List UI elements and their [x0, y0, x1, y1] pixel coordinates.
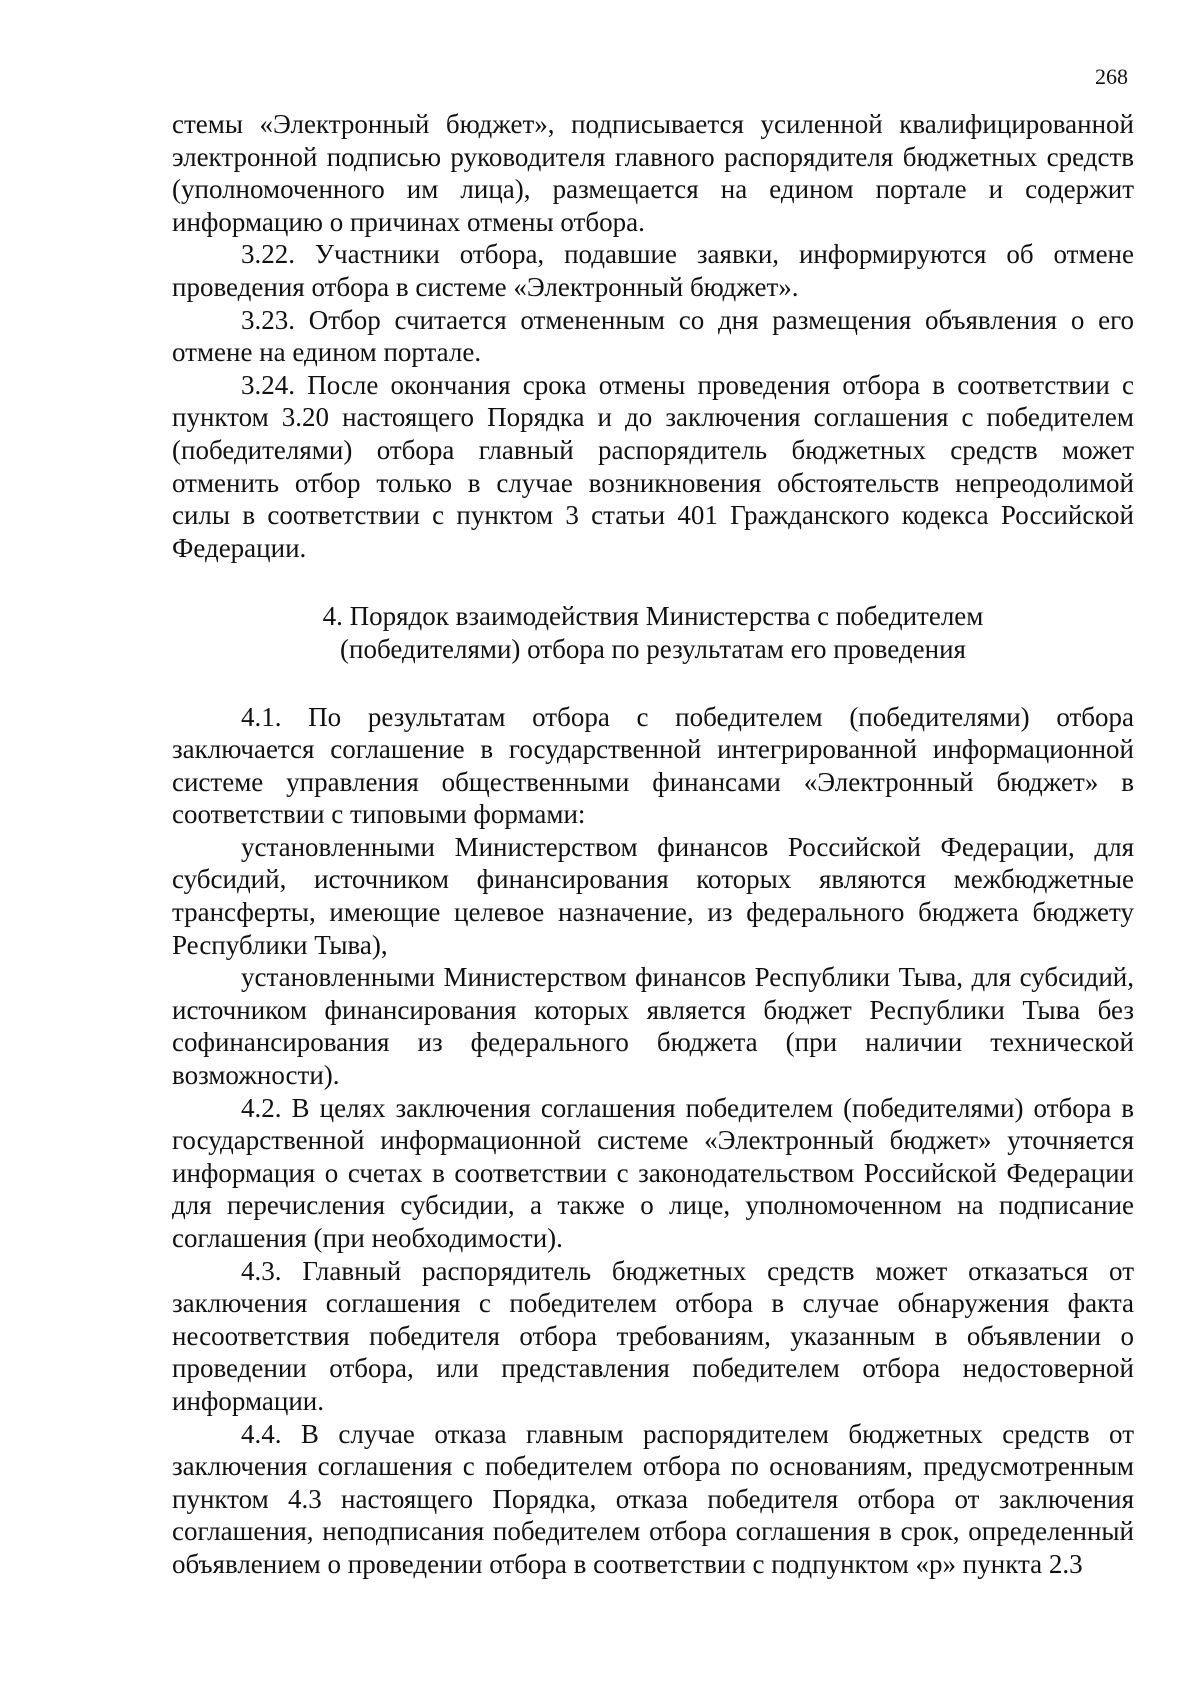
- section-heading-line-2: (победителями) отбора по результатам его проведения: [340, 633, 966, 664]
- paragraph-3-22: 3.22. Участники отбора, подавшие заявки, информируются об отмене проведения отбора в системе «Электронный бюджет».: [172, 239, 1134, 302]
- paragraph-4-1: 4.1. По результатам отбора с победителем (победителями) отбора заключается соглашение в государственной интегрированной информационной системе управления общественными финансами «Электронный бюджет» в соответствии с типовыми формами:: [172, 701, 1134, 830]
- page-number: 268: [1095, 64, 1128, 89]
- paragraph-4-1-item-republic: установленными Министерством финансов Республики Тыва, для субсидий, источником финансирования которых является бюджет Республики Тыва без софинансирования из федерального бюджета (при наличии технической возможности).: [172, 962, 1134, 1091]
- paragraph-4-3: 4.3. Главный распорядитель бюджетных средств может отказаться от заключения соглашения с победителем отбора в случае обнаружения факта несоответствия победителя отбора требованиям, указанным в объявлении о проведении отбора, или представления победителем отбора недостоверной информации.: [172, 1255, 1134, 1416]
- paragraph-4-2: 4.2. В целях заключения соглашения победителем (победителями) отбора в государственной информационной системе «Электронный бюджет» уточняется информация о счетах в соответствии с законодательством Российской Федерации для перечисления субсидии, а также о лице, уполномоченном на подписание соглашения (при необходимости).: [172, 1092, 1134, 1253]
- paragraph-4-1-item-federal: установленными Министерством финансов Российской Федерации, для субсидий, источником финансирования которых являются межбюджетные трансферты, имеющие целевое назначение, из федерального бюджета бюджету Республики Тыва),: [172, 831, 1134, 960]
- paragraph-3-24: 3.24. После окончания срока отмены проведения отбора в соответствии с пунктом 3.20 настоящего Порядка и до заключения соглашения с победителем (победителями) отбора главный распорядитель бюджетных средств может отменить отбор только в случае возникновения обстоятельств непреодолимой силы в соответствии с пунктом 3 статьи 401 Гражданского кодекса Российской Федерации.: [172, 369, 1134, 563]
- paragraph-continuation: стемы «Электронный бюджет», подписывается усиленной квалифицированной электронной подписью руководителя главного распорядителя бюджетных средств (уполномоченного им лица), размещается на едином портале и содержит информацию о причинах отмены отбора.: [172, 109, 1134, 237]
- paragraph-4-4: 4.4. В случае отказа главным распорядителем бюджетных средств от заключения соглашения с победителем отбора по основаниям, предусмотренным пунктом 4.3 настоящего Порядка, отказа победителя отбора от заключения соглашения, неподписания победителем отбора соглашения в срок, определенный объявлением о проведении отбора в соответствии с подпунктом «р» пункта 2.3: [172, 1418, 1134, 1579]
- section-4-heading: [172, 600, 1134, 665]
- document-body: [172, 108, 1134, 1581]
- paragraph-3-23: 3.23. Отбор считается отмененным со дня размещения объявления о его отмене на едином портале.: [172, 304, 1134, 368]
- section-heading-line-1: 4. Порядок взаимодействия Министерства с победителем: [322, 601, 984, 632]
